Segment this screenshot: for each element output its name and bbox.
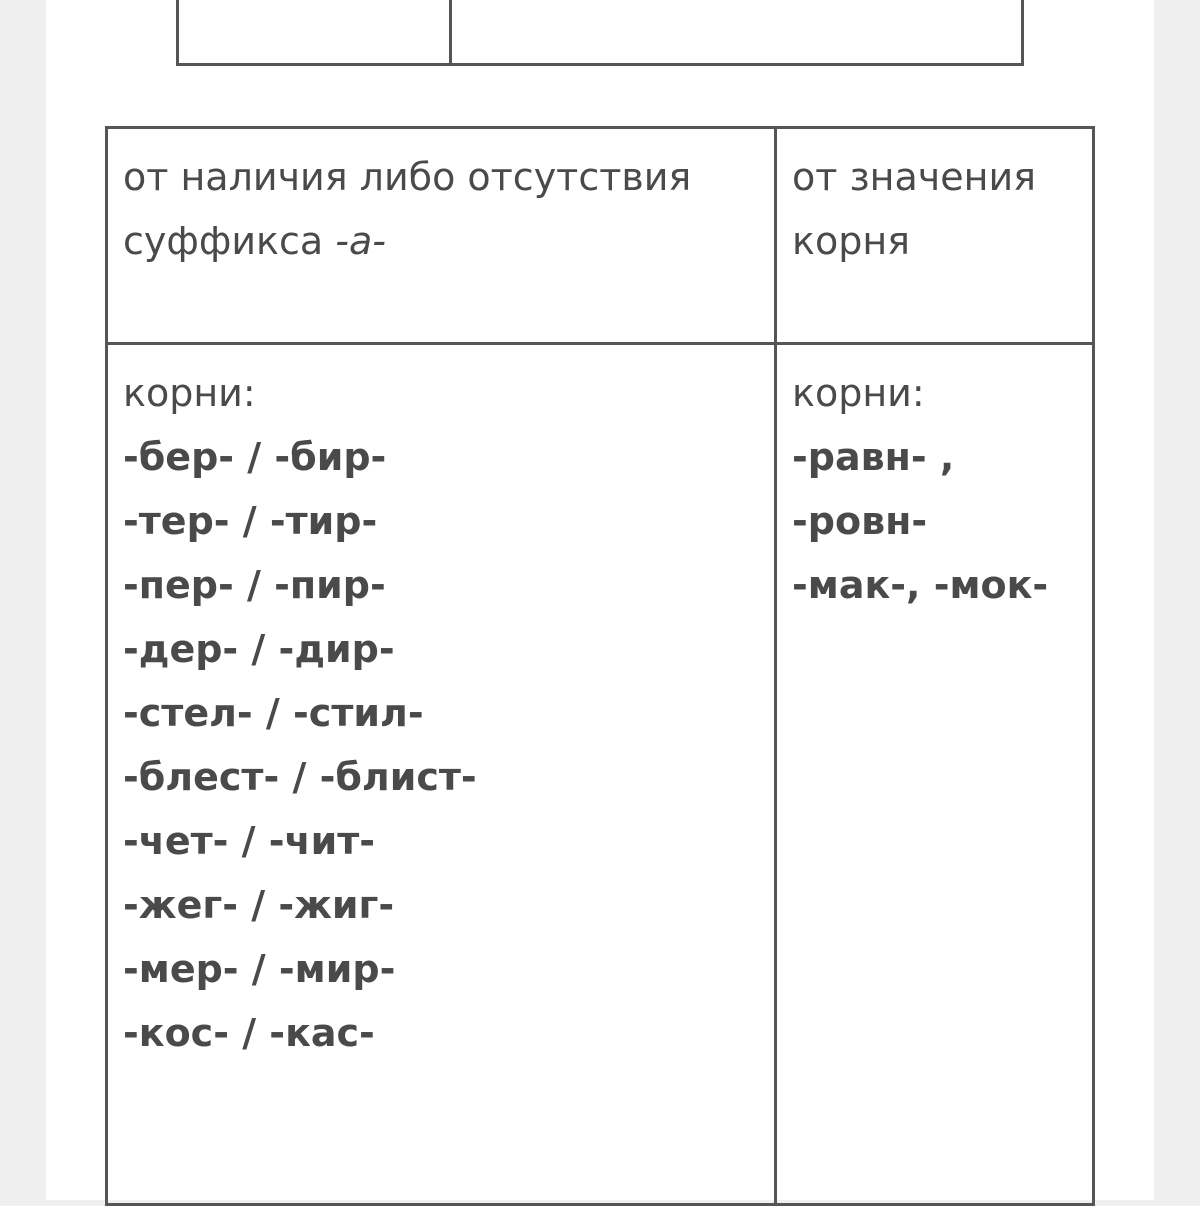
header-right-line2: корня: [792, 219, 911, 263]
header-right-line1: от значения: [792, 155, 1037, 199]
roots-label-left: корни:: [123, 371, 256, 415]
row-divider: [108, 342, 1092, 345]
column-divider: [774, 129, 777, 1203]
previous-table-bottom: [176, 0, 1024, 66]
suffix-a: -а-: [335, 219, 386, 263]
previous-table-divider: [449, 0, 452, 63]
root-pair: -стел- / -стил-: [123, 691, 424, 735]
root-pair: -бер- / -бир-: [123, 435, 387, 479]
roots-label-right: корни:: [792, 371, 925, 415]
root-item: -равн- ,: [792, 435, 955, 479]
header-left-line1: от наличия либо отсутствия: [123, 155, 692, 199]
root-pair: -кос- / -кас-: [123, 1011, 375, 1055]
root-pair: -чет- / -чит-: [123, 819, 376, 863]
header-cell-right: [792, 145, 1082, 273]
header-cell-left: [123, 145, 763, 273]
header-left-line2-prefix: суффикса: [123, 219, 336, 263]
body-cell-right: [792, 361, 1082, 617]
root-pair: -мер- / -мир-: [123, 947, 396, 991]
root-pair: -пер- / -пир-: [123, 563, 386, 607]
root-pair: -блест- / -блист-: [123, 755, 477, 799]
root-pair: -дер- / -дир-: [123, 627, 395, 671]
root-item: -мак-, -мок-: [792, 563, 1049, 607]
root-pair: -жег- / -жиг-: [123, 883, 395, 927]
spelling-rules-table: [105, 126, 1095, 1206]
root-item: -ровн-: [792, 499, 928, 543]
header-left-line2: [123, 209, 763, 273]
body-cell-left: [123, 361, 763, 1065]
root-pair: -тер- / -тир-: [123, 499, 378, 543]
